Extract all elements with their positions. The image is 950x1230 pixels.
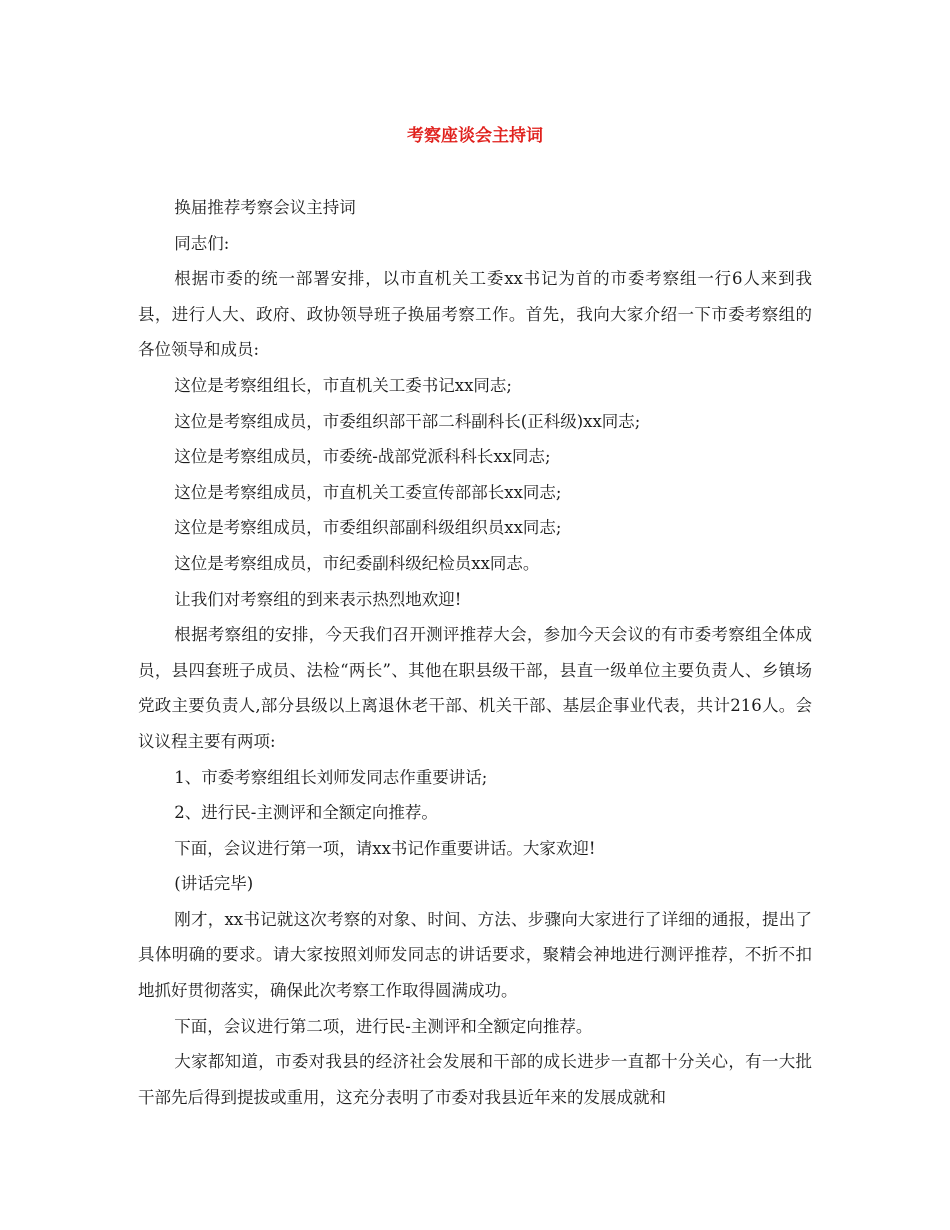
paragraph: 下面，会议进行第一项，请xx书记作重要讲话。大家欢迎! — [174, 838, 596, 858]
paragraph: 下面，会议进行第二项，进行民-主测评和全额定向推荐。 — [174, 1016, 593, 1036]
paragraph: 这位是考察组成员，市委统-战部党派科科长xx同志; — [174, 447, 551, 467]
paragraph: 1、市委考察组组长刘师发同志作重要讲话; — [174, 767, 488, 787]
paragraph: 这位是考察组成员，市纪委副科级纪检员xx同志。 — [174, 553, 540, 573]
paragraph: 这位是考察组成员，市委组织部干部二科副科长(正科级)xx同志; — [174, 411, 641, 431]
paragraph: (讲话完毕) — [174, 874, 254, 894]
document-title: 考察座谈会主持词 — [407, 126, 543, 146]
paragraph: 根据考察组的安排，今天我们召开测评推荐大会，参加今天会议的有市委考察组全体成员，县四套班子成员、法检“两长”、其他在职县级干部，县直一级单位主要负责人、乡镇场党政主要负责人,部分县级以上离退休老干部、机关干部、基层企事业代表，共计216人。会议议程主要有两项: — [138, 625, 812, 751]
document-body — [138, 190, 812, 1115]
paragraph: 刚才，xx书记就这次考察的对象、时间、方法、步骤向大家进行了详细的通报，提出了具体明确的要求。请大家按照刘师发同志的讲话要求，聚精会神地进行测评推荐，不折不扣地抓好贯彻落实，确保此次考察工作取得圆满成功。 — [138, 909, 812, 1001]
paragraph: 让我们对考察组的到来表示热烈地欢迎! — [174, 589, 462, 609]
paragraph: 换届推荐考察会议主持词 — [174, 198, 356, 217]
paragraph: 这位是考察组成员，市委组织部副科级组织员xx同志; — [174, 518, 562, 538]
paragraph: 同志们: — [174, 233, 230, 253]
paragraph: 这位是考察组成员，市直机关工委宣传部部长xx同志; — [174, 482, 562, 502]
paragraph: 大家都知道，市委对我县的经济社会发展和干部的成长进步一直都十分关心，有一大批干部先后得到提拔或重用，这充分表明了市委对我县近年来的发展成就和 — [138, 1052, 812, 1107]
paragraph: 这位是考察组组长，市直机关工委书记xx同志; — [174, 375, 512, 395]
paragraph: 2、进行民-主测评和全额定向推荐。 — [174, 803, 438, 823]
paragraph: 根据市委的统一部署安排，以市直机关工委xx书记为首的市委考察组一行6人来到我县，进行人大、政府、政协领导班子换届考察工作。首先，我向大家介绍一下市委考察组的各位领导和成员: — [138, 269, 812, 360]
